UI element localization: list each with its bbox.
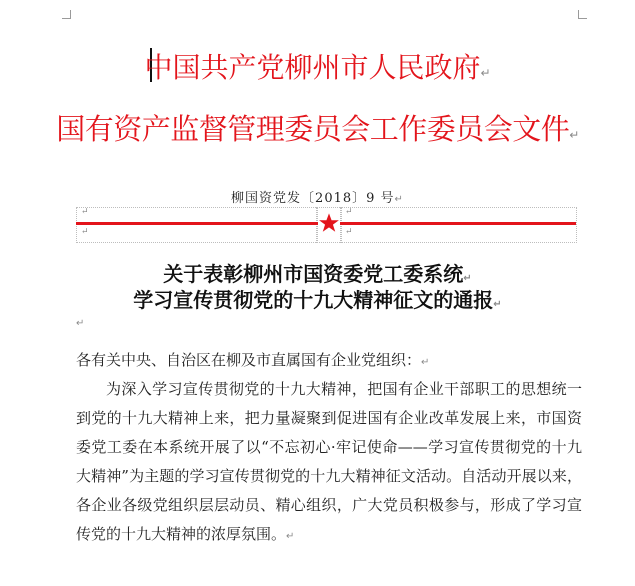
body-paragraph-1[interactable] xyxy=(76,375,582,551)
paragraph-mark: ↵ xyxy=(421,357,430,368)
red-header-line-2-text: 国有资产监督管理委员会工作委员会文件 xyxy=(56,112,570,146)
red-header-line-1[interactable] xyxy=(0,46,635,86)
red-header-line-2[interactable] xyxy=(0,107,635,148)
notice-title-line-2[interactable] xyxy=(0,284,635,313)
addressee-text: 各有关中央、自治区在柳及市直属国有企业党组织： xyxy=(76,351,422,369)
empty-paragraph-mark: ↵ xyxy=(76,318,85,329)
body-paragraph-1-text: 为深入学习宣传贯彻党的十九大精神，把国有企业干部职工的思想统一到党的十九大精神上来，把力量凝聚到促进国有企业改革发展上来，市国资委党工委在本系统开展了以“不忘初心·牢记使命——学习宣传贯彻党的十九大精神”为主题的学习宣传贯彻党的十九大精神征文活动。自活动开展以来，各企业各级党组织层层动员、精心组织，广大党员积极参与，形成了学习宣传党的十九大精神的浓厚氛围。 xyxy=(76,380,582,543)
red-header-line-1-text: 中国共产党柳州市人民政府 xyxy=(144,51,481,84)
crop-mark-top-left xyxy=(62,10,71,19)
header-rule-table[interactable] xyxy=(76,207,576,243)
paragraph-mark: ↵ xyxy=(394,194,404,205)
red-rule-left xyxy=(76,222,318,225)
cell-mark: ↵ xyxy=(81,227,89,237)
addressee-line[interactable] xyxy=(76,346,582,377)
document-number[interactable] xyxy=(0,187,635,206)
star-icon xyxy=(318,212,340,234)
notice-title-line-1-text: 关于表彰柳州市国资委党工委系统 xyxy=(163,262,464,286)
paragraph-mark: ↵ xyxy=(463,273,472,284)
notice-title-line-2-text: 学习宣传贯彻党的十九大精神征文的通报 xyxy=(133,288,494,312)
cell-mark: ↵ xyxy=(81,207,89,217)
paragraph-mark: ↵ xyxy=(493,299,502,310)
cell-mark: ↵ xyxy=(345,207,353,217)
cell-mark: ↵ xyxy=(345,227,353,237)
document-number-text: 柳国资党发〔2018〕9 号 xyxy=(231,191,395,206)
paragraph-mark: ↵ xyxy=(286,531,295,542)
rule-cell-right[interactable] xyxy=(340,207,577,243)
red-rule-right xyxy=(340,222,576,225)
rule-cell-left[interactable] xyxy=(76,207,318,243)
notice-title-line-1[interactable] xyxy=(0,258,635,287)
paragraph-mark: ↵ xyxy=(569,128,579,142)
paragraph-mark: ↵ xyxy=(480,66,491,80)
crop-mark-top-right xyxy=(578,10,587,19)
